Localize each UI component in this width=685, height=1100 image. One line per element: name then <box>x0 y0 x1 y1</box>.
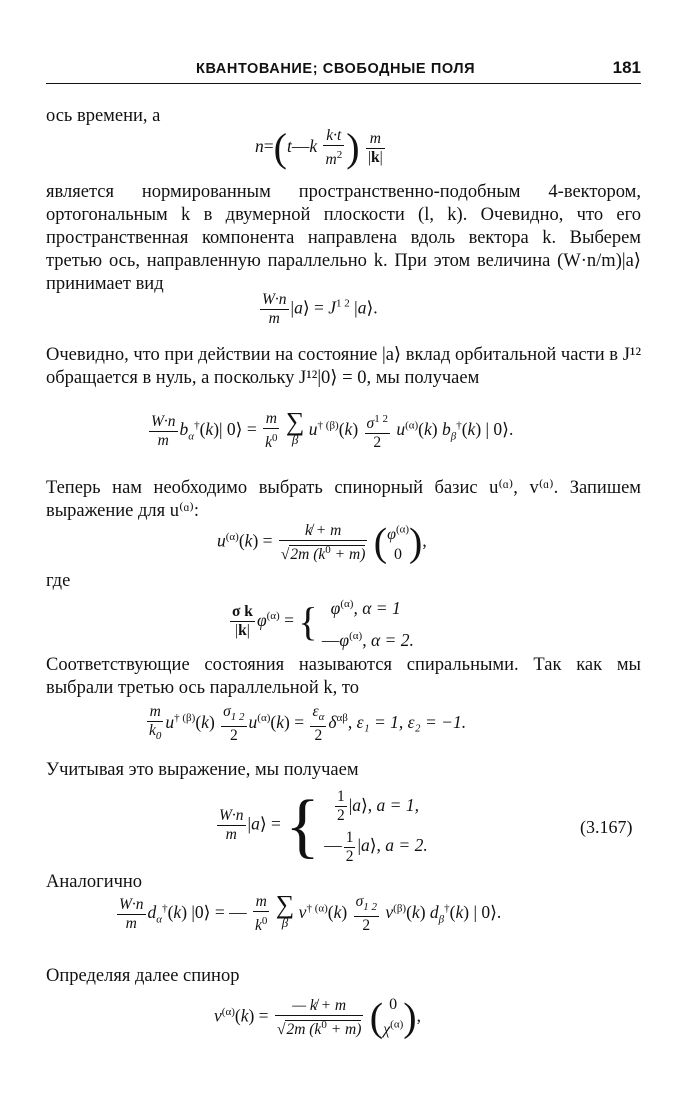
paragraph-5: где <box>46 571 71 591</box>
equation-3-167: $\frac{W\cdot n}{m}$ |a⟩ = { $\frac{1}{2}$ |a⟩, a = 1, — $\frac{1}{2}$ |a⟩, a = 2. <box>219 785 428 866</box>
paragraph-6: Соответствующие состояния называются спиральными. Так как мы выбрали третью ось параллельной k, то <box>46 655 641 698</box>
paragraph-8: Аналогично <box>46 872 143 892</box>
equation-helicity: $\frac{m}{k_0}$ $u^{\dagger (\beta)}(k)$ $\frac{\sigma_{1 2}}{2}$ $u^{(\alpha)}(k)$ = $\frac{\varepsilon_\alpha}{2}$ $\delta^{\alpha\beta}$, ε₁ = 1, ε₂ = −1. <box>149 703 467 745</box>
page-header <box>46 55 641 85</box>
paragraph-3: Очевидно, что при действии на состояние |a⟩ вклад орбитальной части в J¹² обращается в нуль, а поскольку J¹²|0⟩ = 0, мы получаем <box>46 345 641 388</box>
equation-wn-b-alpha: $\frac{W\cdot n}{m}$ $b_\alpha^\dagger(k)|$ 0⟩ = $\frac{m}{k^0}$ ∑ β $u^{\dagger (\beta)}(k)$ $\frac{\sigma^{1 2}}{2}$ $u^{(\alpha)}(k)$ $b_\beta^\dagger(k)$ | 0⟩. <box>151 407 514 452</box>
equation-wn-d-alpha: $\frac{W\cdot n}{m}$ $d_\alpha^\dagger(k)$ |0⟩ = — $\frac{m}{k^0}$ ∑ β $v^{\dagger (\alpha)}(k)$ $\frac{\sigma_{1 2}}{2}$ $v^{(\beta)}(k)$ $d_\beta^\dagger(k)$ | 0⟩. <box>119 890 502 935</box>
paragraph-9: Определяя далее спинор <box>46 966 240 986</box>
case-alpha-1: α = 1 <box>362 597 401 618</box>
case-a-1: a = 1, <box>376 795 419 815</box>
header-rule <box>46 83 641 84</box>
equation-v-alpha: $v^{(\alpha)}(k)$ = $\frac{— k̸ + m}{√2m (k^0 + m)}$ ( 0 $\chi^{(\alpha)}$), <box>214 994 421 1040</box>
case-alpha-2: α = 2. <box>370 629 414 650</box>
equation-number: (3.167) <box>580 817 633 837</box>
running-title: КВАНТОВАНИЕ; СВОБОДНЫЕ ПОЛЯ <box>196 61 476 77</box>
paragraph-4: Теперь нам необходимо выбрать спинорный базис u⁽ᵅ⁾, v⁽ᵅ⁾. Запишем выражение для u⁽ᵅ⁾: <box>46 478 641 521</box>
page-number: 181 <box>612 58 641 77</box>
paragraph-1: ось времени, а <box>46 106 161 126</box>
case-a-2: a = 2. <box>385 835 428 856</box>
equation-u-alpha: $u^{(\alpha)}(k)$ = $\frac{k̸ + m}{√2m (k^0 + m)}$ ($\varphi^{(\alpha)}$ 0 ), <box>217 519 427 565</box>
paragraph-2: является нормированным пространственно-подобным 4-вектором, ортогональным k в двумерной плоскости (l, k). Очевидно, что его пространственная компонента направлена вдоль вектора k. Выберем третью ось, направленную параллельно k. При этом величина (W·n/m)|a⟩ принимает вид <box>46 182 641 294</box>
equation-phi-cases: $\frac{\text{σ k}}{|k|}$ $\varphi^{(\alpha)}$ = { $\varphi^{(\alpha)}$, α = 1 $—\varphi^{(\alpha)}$, α = 2. <box>232 597 414 650</box>
equation-n: n=(t—k $\frac{k\cdot t}{m^2}$ ) $\frac{m}{|k|}$ <box>255 125 383 171</box>
epsilon-values: ε₁ = 1, ε₂ = −1. <box>356 712 467 733</box>
equation-wn-a: $\frac{W\cdot n}{m}$ |a⟩ = $J^{1 2}$ |a⟩. <box>262 291 378 327</box>
paragraph-7: Учитывая это выражение, мы получаем <box>46 760 359 780</box>
